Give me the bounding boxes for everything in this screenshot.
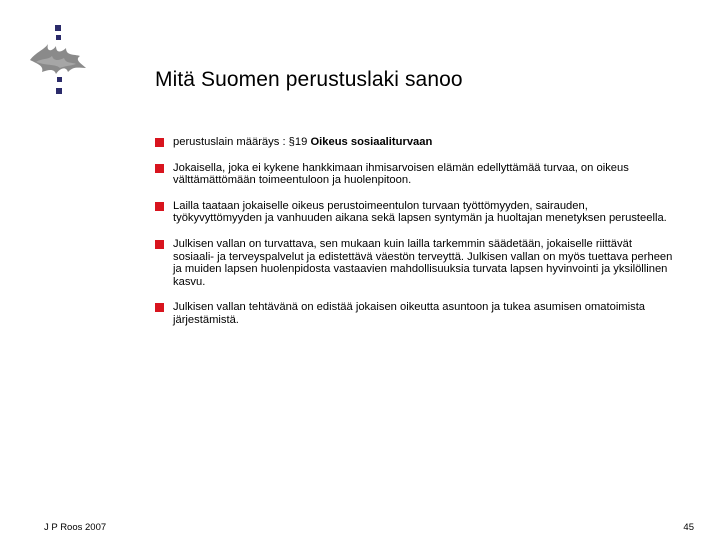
bullet-item [155, 162, 675, 187]
bullet-item [155, 238, 675, 288]
university-flame-logo-icon [22, 22, 90, 98]
bullet-square-icon [155, 202, 164, 211]
bullet-text: perustuslain määräys : §19 Oikeus sosiaaliturvaan [173, 136, 433, 148]
bullet-item [155, 200, 675, 225]
bullet-square-icon [155, 164, 164, 173]
bullet-text: Julkisen vallan on turvattava, sen mukaan kuin lailla tarkemmin säädetään, jokaiselle riittävät sosiaali- ja terveyspalvelut ja edistettävä väestön terveyttä. Julkisen vallan on myös tuettava perheen ja muiden lapsen huolenpidosta vastaavien mahdollisuuksia turvata lapsen hyvinvointi ja yksilöllinen kasvu. [173, 237, 673, 288]
bullet-square-icon [155, 240, 164, 249]
bullet-item [155, 136, 675, 149]
bullet-square-icon [155, 303, 164, 312]
page-number: 45 [683, 522, 694, 533]
bullet-list [155, 136, 675, 340]
footer-author: J P Roos 2007 [44, 522, 107, 533]
bullet-text: Jokaisella, joka ei kykene hankkimaan ihmisarvoisen elämän edellyttämää turvaa, on oikeus välttämättömään toimeentuloon ja huolenpitoon. [173, 161, 629, 187]
bullet-square-icon [155, 138, 164, 147]
slide-title: Mitä Suomen perustuslaki sanoo [155, 68, 463, 91]
bullet-bold-text: Oikeus sosiaaliturvaan [310, 136, 433, 148]
bullet-text: Lailla taataan jokaiselle oikeus perustoimeentulon turvaan työttömyyden, sairauden, työkyvyttömyyden ja vanhuuden aikana sekä lapsen syntymän ja huoltajan menetyksen perusteella. [173, 199, 667, 225]
bullet-item [155, 301, 675, 326]
bullet-text: Julkisen vallan tehtävänä on edistää jokaisen oikeutta asuntoon ja tukea asumisen omatoimista järjestämistä. [173, 301, 646, 326]
